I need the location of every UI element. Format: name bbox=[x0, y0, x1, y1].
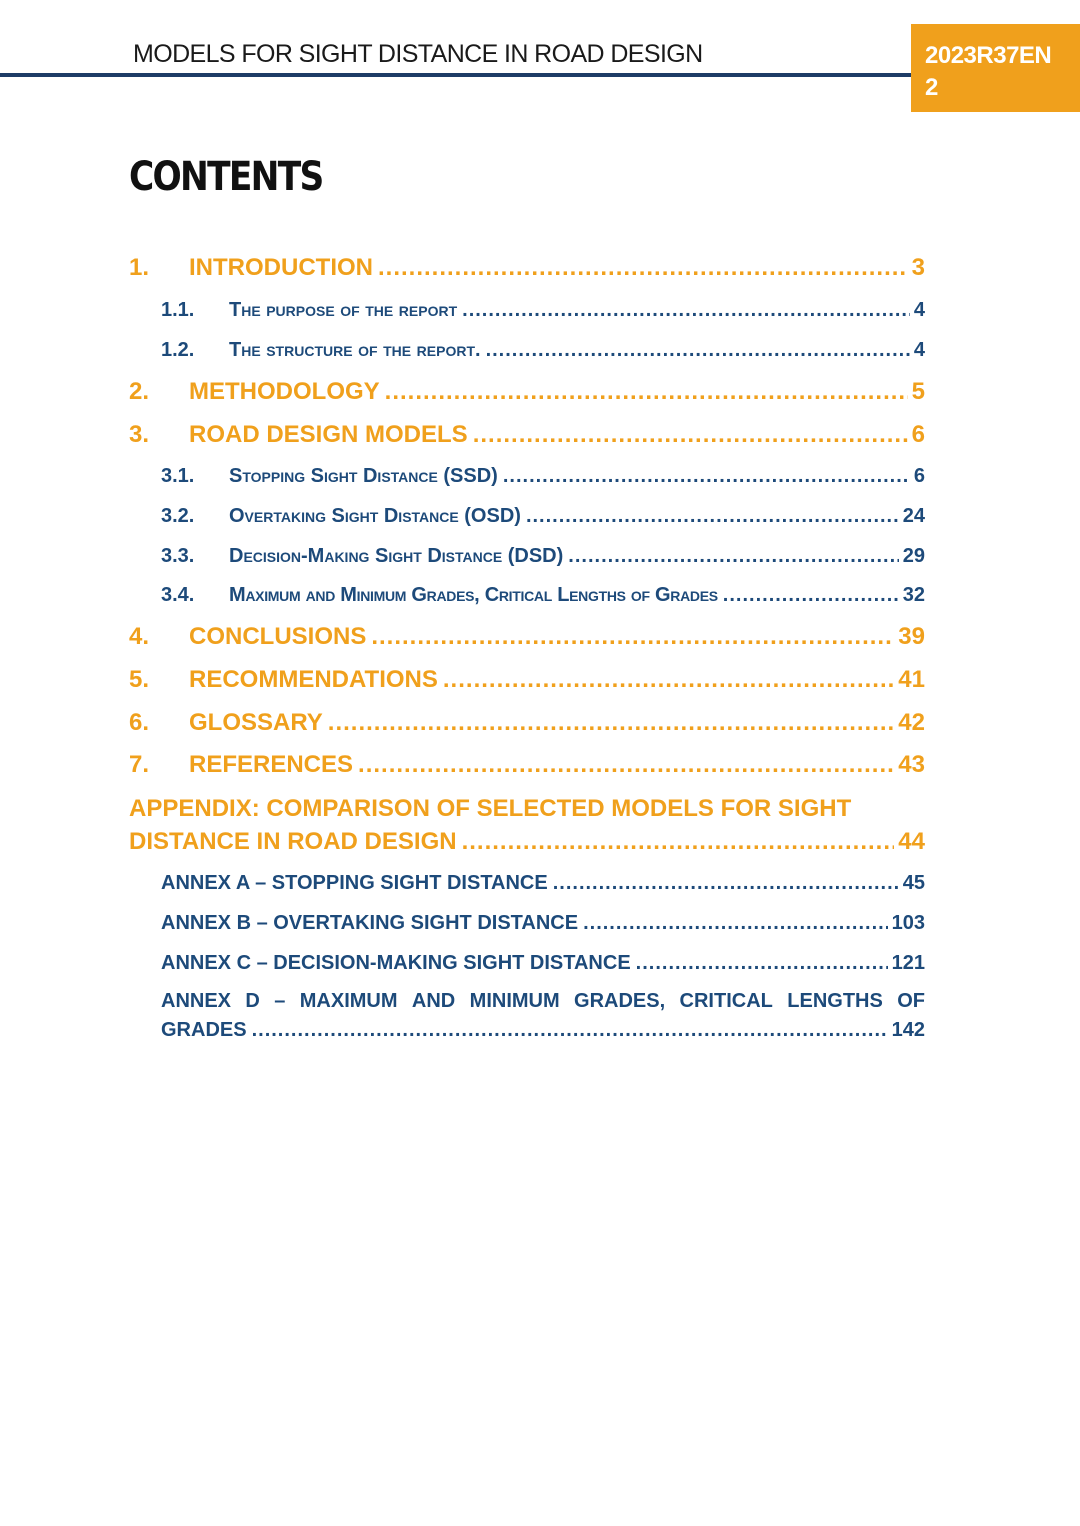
toc-leader bbox=[385, 378, 908, 406]
toc-page: 24 bbox=[902, 505, 925, 527]
toc-page: 32 bbox=[902, 584, 925, 606]
toc-leader bbox=[723, 584, 899, 607]
toc-entry-conclusions[interactable] bbox=[129, 623, 925, 651]
toc-page: 4 bbox=[913, 339, 925, 361]
toc-leader bbox=[583, 912, 888, 935]
toc-page: 39 bbox=[898, 623, 925, 650]
toc-word: MAXIMUM bbox=[299, 990, 398, 1012]
page-number: 2 bbox=[925, 74, 938, 101]
toc-page: 45 bbox=[902, 872, 925, 894]
toc-page: 5 bbox=[911, 378, 925, 405]
toc-word: D bbox=[245, 990, 260, 1012]
toc-title: ANNEX C – DECISION-MAKING SIGHT DISTANCE bbox=[161, 952, 631, 974]
toc-word: AND bbox=[411, 990, 456, 1012]
toc-entry-recommendations[interactable] bbox=[129, 666, 925, 694]
toc-number: 1. bbox=[129, 254, 150, 281]
toc-page: 43 bbox=[898, 751, 925, 778]
toc-entry-structure[interactable] bbox=[161, 339, 925, 362]
toc-title: RECOMMENDATIONS bbox=[189, 666, 438, 693]
toc-number: 4. bbox=[129, 623, 150, 650]
toc-title-line1 bbox=[161, 987, 925, 1016]
toc-word: OF bbox=[897, 990, 925, 1012]
header-divider bbox=[0, 73, 912, 77]
toc-entry-appendix[interactable] bbox=[129, 792, 925, 858]
toc-page: 29 bbox=[902, 545, 925, 567]
toc-title: CONCLUSIONS bbox=[189, 623, 367, 650]
toc-title: Overtaking Sight Distance (OSD) bbox=[229, 505, 521, 527]
toc-leader bbox=[443, 666, 894, 694]
toc-entry-methodology[interactable] bbox=[129, 378, 925, 406]
toc-title: METHODOLOGY bbox=[189, 378, 380, 405]
toc-leader bbox=[473, 421, 908, 449]
toc-leader bbox=[568, 545, 898, 568]
toc-entry-grades[interactable] bbox=[161, 584, 925, 607]
toc-title: ANNEX B – OVERTAKING SIGHT DISTANCE bbox=[161, 912, 579, 934]
toc-entry-references[interactable] bbox=[129, 751, 925, 779]
toc-title: Maximum and Minimum Grades, Critical Lengths of Grades bbox=[229, 584, 718, 606]
toc-number: 2. bbox=[129, 378, 150, 405]
toc-entry-dsd[interactable] bbox=[161, 545, 925, 568]
toc-entry-annex-b[interactable] bbox=[161, 912, 925, 935]
toc-number: 5. bbox=[129, 666, 150, 693]
toc-leader bbox=[462, 299, 910, 322]
toc-page: 6 bbox=[913, 465, 925, 487]
report-code-badge bbox=[911, 24, 1080, 112]
toc-page: 121 bbox=[891, 952, 925, 974]
contents-heading: CONTENTS bbox=[129, 154, 323, 200]
toc-page: 41 bbox=[898, 666, 925, 693]
toc-number: 3. bbox=[129, 421, 150, 448]
toc-word: – bbox=[274, 990, 286, 1012]
toc-leader bbox=[503, 465, 910, 488]
toc-leader bbox=[328, 709, 895, 737]
toc-leader bbox=[462, 825, 895, 858]
toc-word: LENGTHS bbox=[787, 990, 883, 1012]
toc-entry-osd[interactable] bbox=[161, 505, 925, 528]
toc-leader bbox=[636, 952, 888, 975]
toc-number: 1.1. bbox=[161, 299, 195, 321]
toc-leader bbox=[526, 505, 899, 528]
toc-title-line1: APPENDIX: COMPARISON OF SELECTED MODELS FOR SIGHT bbox=[129, 795, 852, 822]
report-code: 2023R37EN bbox=[925, 42, 1052, 69]
toc-number: 3.2. bbox=[161, 505, 195, 527]
toc-title: INTRODUCTION bbox=[189, 254, 373, 281]
toc-title: Decision-Making Sight Distance (DSD) bbox=[229, 545, 564, 567]
toc-leader bbox=[358, 751, 894, 779]
toc-page: 103 bbox=[891, 912, 925, 934]
toc-entry-annex-d[interactable] bbox=[161, 987, 925, 1045]
toc-entry-introduction[interactable] bbox=[129, 254, 925, 282]
toc-page: 3 bbox=[911, 254, 925, 281]
toc-title: Stopping Sight Distance (SSD) bbox=[229, 465, 498, 487]
toc-entry-purpose[interactable] bbox=[161, 299, 925, 322]
toc-title: ANNEX A – STOPPING SIGHT DISTANCE bbox=[161, 872, 548, 894]
toc-title-line2: DISTANCE IN ROAD DESIGN bbox=[129, 828, 457, 855]
running-header-title: MODELS FOR SIGHT DISTANCE IN ROAD DESIGN bbox=[133, 40, 703, 68]
toc-title: The structure of the report. bbox=[229, 339, 481, 361]
toc-number: 7. bbox=[129, 751, 150, 778]
toc-word: MINIMUM bbox=[469, 990, 560, 1012]
toc-leader bbox=[252, 1016, 888, 1045]
toc-leader bbox=[553, 872, 899, 895]
toc-word: ANNEX bbox=[161, 990, 232, 1012]
toc-page: 4 bbox=[913, 299, 925, 321]
toc-entry-road-design-models[interactable] bbox=[129, 421, 925, 449]
toc-page: 142 bbox=[891, 1019, 925, 1041]
toc-number: 3.1. bbox=[161, 465, 195, 487]
toc-title: The purpose of the report bbox=[229, 299, 458, 321]
toc-title: ROAD DESIGN MODELS bbox=[189, 421, 468, 448]
toc-number: 3.3. bbox=[161, 545, 195, 567]
toc-entry-glossary[interactable] bbox=[129, 709, 925, 737]
toc-page: 44 bbox=[898, 828, 925, 855]
toc-leader bbox=[371, 623, 894, 651]
toc-word: GRADES, bbox=[574, 990, 666, 1012]
toc-number: 1.2. bbox=[161, 339, 195, 361]
toc-page: 42 bbox=[898, 709, 925, 736]
toc-title: REFERENCES bbox=[189, 751, 354, 778]
toc-leader bbox=[486, 339, 910, 362]
toc-number: 3.4. bbox=[161, 584, 195, 606]
toc-entry-annex-c[interactable] bbox=[161, 952, 925, 975]
toc-word: CRITICAL bbox=[679, 990, 773, 1012]
toc-page: 6 bbox=[911, 421, 925, 448]
toc-entry-ssd[interactable] bbox=[161, 465, 925, 488]
toc-entry-annex-a[interactable] bbox=[161, 872, 925, 895]
toc-title: GLOSSARY bbox=[189, 709, 323, 736]
toc-number: 6. bbox=[129, 709, 150, 736]
toc-leader bbox=[378, 254, 908, 282]
toc-title-line2: GRADES bbox=[161, 1019, 247, 1041]
